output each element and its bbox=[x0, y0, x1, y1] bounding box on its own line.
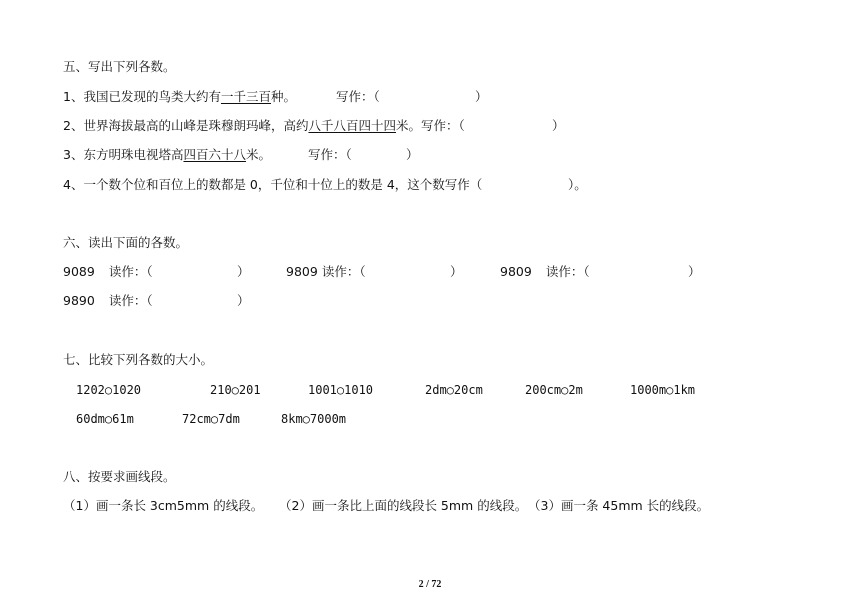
read-label: 读作：（ bbox=[108, 264, 153, 279]
q2-answer-close: ） bbox=[552, 118, 565, 133]
q3-text: 3、东方明珠电视塔高 bbox=[63, 147, 184, 162]
section-6-heading: 六、读出下面的各数。 bbox=[63, 235, 189, 250]
read-number: 9809 bbox=[286, 264, 318, 279]
question-5-3 bbox=[63, 147, 271, 163]
compare-item: 2dm○20cm bbox=[425, 383, 483, 397]
page-number: 2 / 72 bbox=[418, 579, 442, 590]
read-number: 9809 bbox=[500, 264, 532, 279]
compare-item: 8km○7000m bbox=[281, 412, 347, 426]
q1-unit: 种。 bbox=[270, 89, 296, 104]
read-label: 读作：（ bbox=[321, 264, 366, 279]
read-item-2-close: ） bbox=[450, 264, 463, 279]
read-item-3-close: ） bbox=[688, 264, 701, 279]
q2-text: 2、世界海拔最高的山峰是珠穆朗玛峰，高约 bbox=[63, 118, 309, 133]
section-8-heading: 八、按要求画线段。 bbox=[63, 469, 176, 484]
q3-underlined-number: 四百六十八 bbox=[183, 147, 246, 162]
read-number: 9089 bbox=[63, 264, 95, 279]
q1-underlined-number: 一千三百 bbox=[220, 89, 271, 104]
draw-task-3: （3）画一条 45mm 长的线段。 bbox=[528, 498, 710, 513]
q3-unit: 米。 bbox=[245, 147, 271, 162]
q2-write: 米。写作：（ bbox=[395, 118, 465, 133]
q4-answer-close: ）。 bbox=[568, 177, 587, 192]
compare-item: 1000m○1km bbox=[630, 383, 696, 397]
section-5-heading: 五、写出下列各数。 bbox=[63, 59, 176, 74]
read-item-4 bbox=[63, 293, 153, 309]
question-5-1 bbox=[63, 89, 296, 105]
read-item-2 bbox=[286, 264, 366, 280]
question-5-2 bbox=[63, 118, 465, 134]
q3-answer-close: ） bbox=[406, 147, 419, 162]
compare-item: 72cm○7dm bbox=[182, 412, 240, 426]
compare-item: 210○201 bbox=[210, 383, 261, 397]
q2-underlined-number: 八千八百四十四 bbox=[308, 118, 396, 133]
question-5-4: 4、一个数个位和百位上的数都是 0，千位和十位上的数是 4，这个数写作（ bbox=[63, 177, 483, 192]
draw-task-2: （2）画一条比上面的线段长 5mm 的线段。 bbox=[279, 498, 528, 513]
read-number: 9890 bbox=[63, 293, 95, 308]
read-label: 读作：（ bbox=[108, 293, 153, 308]
draw-task-1: （1）画一条长 3cm5mm 的线段。 bbox=[63, 498, 264, 513]
q3-answer-open: 写作：（ bbox=[308, 147, 352, 162]
q1-text: 1、我国已发现的鸟类大约有 bbox=[63, 89, 221, 104]
compare-item: 60dm○61m bbox=[76, 412, 134, 426]
q1-answer-close: ） bbox=[475, 89, 488, 104]
compare-item: 200cm○2m bbox=[525, 383, 583, 397]
read-item-1-close: ） bbox=[237, 264, 250, 279]
compare-item: 1001○1010 bbox=[308, 383, 374, 397]
q1-answer-open: 写作：（ bbox=[336, 89, 380, 104]
read-item-4-close: ） bbox=[237, 293, 250, 308]
read-item-1 bbox=[63, 264, 153, 280]
compare-item: 1202○1020 bbox=[76, 383, 142, 397]
read-label: 读作：（ bbox=[545, 264, 590, 279]
section-7-heading: 七、比较下列各数的大小。 bbox=[63, 352, 214, 367]
read-item-3 bbox=[500, 264, 590, 280]
